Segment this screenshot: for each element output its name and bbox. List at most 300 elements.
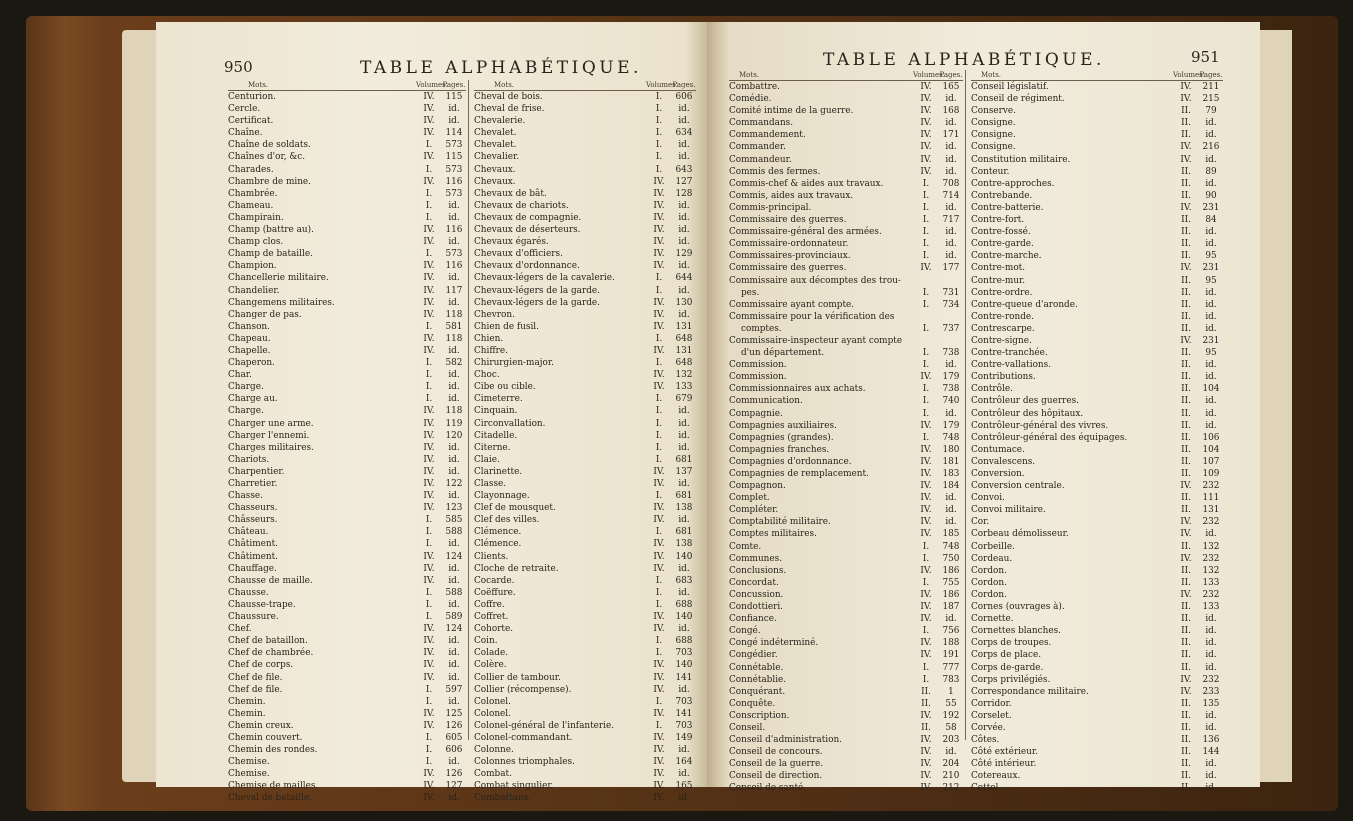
- entry-volume: II.: [1181, 275, 1191, 286]
- entry-volume: IV.: [920, 565, 932, 576]
- entry-volume: I.: [922, 577, 930, 588]
- entry-word: Chausse.: [228, 587, 269, 598]
- entry-word: Corps privilégiés.: [971, 674, 1051, 685]
- entry-page: id.: [945, 154, 957, 165]
- entry-word: Chandelier.: [228, 285, 280, 296]
- entry-page: 737: [942, 323, 960, 334]
- entry-volume: I.: [655, 418, 663, 429]
- index-entry: [228, 212, 466, 224]
- entry-word: Convalescens.: [971, 456, 1036, 467]
- index-entry: [228, 563, 466, 575]
- entry-volume: I.: [922, 553, 930, 564]
- index-entry: [228, 188, 466, 200]
- entry-volume: I.: [922, 215, 930, 226]
- column-divider: [965, 70, 966, 740]
- index-entry: [971, 93, 1223, 105]
- index-entry: [474, 333, 696, 345]
- index-entry: [729, 359, 963, 371]
- entry-page: 125: [445, 708, 463, 719]
- entry-word: Chemin.: [228, 708, 266, 719]
- entry-volume: IV.: [653, 684, 665, 695]
- index-entry: [228, 357, 466, 369]
- entry-page: id.: [448, 648, 460, 659]
- entry-word: Contributions.: [971, 372, 1036, 383]
- entry-volume: I.: [425, 394, 433, 405]
- entry-page: 717: [942, 215, 960, 226]
- entry-word: Conseil législatif.: [971, 82, 1049, 92]
- entry-page: id.: [1205, 239, 1217, 250]
- entry-volume: I.: [655, 333, 663, 344]
- entry-volume: IV.: [423, 92, 435, 102]
- index-entry: [474, 285, 696, 297]
- entry-word: Clarinette.: [474, 466, 523, 477]
- entry-volume: I.: [922, 626, 930, 637]
- column-header: Mots. Volumes. Pages.: [248, 81, 466, 89]
- entry-page: 777: [942, 662, 960, 673]
- entry-word: Choc.: [474, 370, 500, 381]
- entry-page: 186: [942, 565, 960, 576]
- entry-volume: I.: [922, 360, 930, 371]
- entry-word: Châtiment.: [228, 539, 278, 550]
- index-column: [971, 68, 1223, 795]
- entry-word: Contrôleur-général des vivres.: [971, 420, 1109, 431]
- entry-volume: IV.: [653, 237, 665, 248]
- index-entry: [228, 599, 466, 611]
- index-entry: [474, 466, 696, 478]
- entry-page: id.: [448, 757, 460, 768]
- entry-word: Char.: [228, 370, 252, 381]
- entry-page: 606: [675, 92, 693, 102]
- entry-page: id.: [678, 563, 690, 574]
- entry-word: Cloche de retraite.: [474, 563, 559, 574]
- index-entry: [228, 333, 466, 345]
- entry-word: Champ (battre au).: [228, 225, 314, 236]
- entry-volume: II.: [1181, 190, 1191, 201]
- index-entry: [474, 151, 696, 163]
- entry-page: id.: [1205, 311, 1217, 322]
- entry-page: 111: [1202, 493, 1220, 504]
- index-entry: [474, 405, 696, 417]
- entry-page: id.: [448, 491, 460, 502]
- entry-page: id.: [678, 225, 690, 236]
- entry-page: 179: [942, 420, 960, 431]
- entry-word: Commandeur.: [729, 154, 792, 165]
- entry-page: 126: [445, 769, 463, 780]
- entry-page: 648: [675, 333, 693, 344]
- entry-page: id.: [945, 166, 957, 177]
- entry-volume: IV.: [920, 130, 932, 141]
- entry-word: Commissaire des guerres.: [729, 263, 847, 274]
- entry-word: Corps de-garde.: [971, 662, 1044, 673]
- entry-page: 740: [942, 396, 960, 407]
- entry-volume: II.: [1181, 178, 1191, 189]
- entry-volume: I.: [655, 140, 663, 151]
- entry-volume: IV.: [653, 793, 665, 804]
- index-entry: [474, 478, 696, 490]
- entry-word: Chaîne de soldats.: [228, 140, 311, 151]
- entry-volume: IV.: [920, 493, 932, 504]
- index-entry: [729, 154, 963, 166]
- index-entry: [971, 347, 1223, 359]
- entry-word: Changer de pas.: [228, 309, 302, 320]
- entry-page: 582: [445, 358, 463, 369]
- entry-page: 118: [445, 309, 463, 320]
- entry-page: id.: [678, 104, 690, 115]
- entry-page: 187: [942, 602, 960, 613]
- entry-page: id.: [945, 118, 957, 129]
- entry-word: Conteur.: [971, 166, 1010, 177]
- entry-volume: II.: [1181, 541, 1191, 552]
- entry-volume: IV.: [1180, 529, 1192, 540]
- entry-word: Claie.: [474, 454, 500, 465]
- index-entry: [228, 672, 466, 684]
- index-entry: [729, 383, 963, 395]
- entry-word: Chasse.: [228, 491, 263, 502]
- index-entry: [729, 214, 963, 226]
- entry-volume: I.: [425, 358, 433, 369]
- entry-page: 127: [445, 781, 463, 792]
- entry-page: id.: [448, 696, 460, 707]
- entry-page: 120: [445, 430, 463, 441]
- entry-word: Cimeterre.: [474, 394, 523, 405]
- entry-word: Conscription.: [729, 710, 790, 721]
- index-entry: [474, 732, 696, 744]
- entry-volume: I.: [655, 636, 663, 647]
- index-entry: [971, 589, 1223, 601]
- index-entry: [474, 260, 696, 272]
- entry-page: id.: [678, 406, 690, 417]
- entry-page: 734: [942, 299, 960, 310]
- entry-volume: IV.: [653, 612, 665, 623]
- entry-volume: I.: [922, 251, 930, 262]
- index-entry: [729, 456, 963, 468]
- entry-volume: II.: [1181, 106, 1191, 117]
- entry-word: Colonel-général de l'infanterie.: [474, 720, 615, 731]
- entry-volume: I.: [425, 599, 433, 610]
- entry-word: Corvée.: [971, 722, 1006, 733]
- entry-page: 738: [942, 384, 960, 395]
- index-entry: [729, 371, 963, 383]
- entry-word: Commissionnaires aux achats.: [729, 384, 866, 395]
- entry-volume: II.: [921, 698, 931, 709]
- entry-word: Cornettes blanches.: [971, 626, 1061, 637]
- entry-word: Contumace.: [971, 444, 1025, 455]
- entry-page: id.: [1205, 287, 1217, 298]
- entry-word: Contre-signe.: [971, 335, 1032, 346]
- index-entry: [729, 577, 963, 589]
- index-entry: [474, 164, 696, 176]
- entry-page: 232: [1202, 553, 1220, 564]
- entry-volume: I.: [922, 287, 930, 298]
- entry-volume: IV.: [1180, 335, 1192, 346]
- entry-page: 132: [1202, 565, 1220, 576]
- entry-volume: IV.: [920, 759, 932, 770]
- index-entry: [729, 93, 963, 105]
- index-entry: [228, 514, 466, 526]
- entry-volume: IV.: [1180, 142, 1192, 153]
- entry-page: id.: [1205, 130, 1217, 141]
- entry-page: 116: [445, 225, 463, 236]
- entry-page: id.: [945, 505, 957, 516]
- entry-word: Cor.: [971, 517, 990, 528]
- entry-page: 118: [445, 406, 463, 417]
- entry-page: id.: [678, 418, 690, 429]
- entry-page: 180: [942, 444, 960, 455]
- entry-page: 179: [942, 372, 960, 383]
- index-entry: [228, 708, 466, 720]
- entry-word: Chevalet.: [474, 140, 517, 151]
- entry-word: Chausse de maille.: [228, 575, 313, 586]
- entry-word: Cotereaux.: [971, 771, 1021, 782]
- entry-volume: II.: [1181, 130, 1191, 141]
- entry-volume: IV.: [920, 469, 932, 479]
- entry-volume: IV.: [423, 575, 435, 586]
- entry-page: 140: [675, 551, 693, 562]
- entry-volume: I.: [655, 394, 663, 405]
- entry-volume: I.: [655, 152, 663, 163]
- index-entry: [228, 756, 466, 768]
- index-entry: [729, 613, 963, 625]
- entry-volume: I.: [425, 370, 433, 381]
- entry-word: Chevaux de déserteurs.: [474, 225, 581, 236]
- entry-page: 679: [675, 394, 693, 405]
- entry-page: 605: [445, 732, 463, 743]
- index-entry: [228, 151, 466, 163]
- entry-word: Combat singulier.: [474, 781, 554, 792]
- entry-word: Charges militaires.: [228, 442, 314, 453]
- entry-word: Chevaux.: [474, 176, 516, 187]
- entry-volume: II.: [1181, 239, 1191, 250]
- entry-page: 192: [942, 710, 960, 721]
- entry-page: 681: [675, 454, 693, 465]
- entry-word: Convoi militaire.: [971, 505, 1046, 516]
- entry-page: id.: [448, 563, 460, 574]
- entry-word: Charge au.: [228, 394, 278, 405]
- entry-volume: IV.: [1180, 202, 1192, 213]
- entry-volume: II.: [1181, 722, 1191, 733]
- entry-volume: IV.: [920, 735, 932, 746]
- entry-page: id.: [1205, 638, 1217, 649]
- entry-word: Commandement.: [729, 130, 806, 141]
- entry-word: Citadelle.: [474, 430, 518, 441]
- entry-word: Champ clos.: [228, 237, 284, 248]
- entry-page: id.: [448, 575, 460, 586]
- index-entry: [474, 272, 696, 284]
- index-entry: [474, 381, 696, 393]
- entry-word: Côté extérieur.: [971, 747, 1038, 758]
- entry-word: Chevalet.: [474, 128, 517, 139]
- entry-page: 140: [675, 660, 693, 671]
- index-entry: [971, 250, 1223, 262]
- entry-volume: II.: [1181, 493, 1191, 504]
- entry-page: 185: [942, 529, 960, 540]
- entry-page: 117: [445, 285, 463, 296]
- index-entry: [474, 188, 696, 200]
- index-entry: [474, 575, 696, 587]
- entry-page: 210: [942, 771, 960, 782]
- entry-volume: IV.: [423, 491, 435, 502]
- entry-volume: IV.: [423, 442, 435, 453]
- entry-volume: IV.: [423, 636, 435, 647]
- entry-page: id.: [448, 454, 460, 465]
- entry-page: 129: [675, 249, 693, 260]
- entry-word: Contre-mot.: [971, 263, 1026, 274]
- index-entry: [474, 212, 696, 224]
- entry-word: Comptes militaires.: [729, 529, 817, 540]
- entry-word: Combattre.: [729, 82, 780, 92]
- entry-volume: I.: [922, 408, 930, 419]
- entry-word: Clémence.: [474, 539, 522, 550]
- entry-word: Coffret.: [474, 612, 509, 623]
- page-title: TABLE ALPHABÉTIQUE.: [360, 58, 642, 78]
- entry-word: Collier de tambour.: [474, 672, 561, 683]
- entry-volume: II.: [1181, 626, 1191, 637]
- entry-word: Comédie.: [729, 94, 772, 105]
- entry-word: Conseil de régiment.: [971, 94, 1065, 105]
- entry-volume: IV.: [653, 309, 665, 320]
- index-entry: [474, 708, 696, 720]
- entry-page: 131: [675, 321, 693, 332]
- entry-page: 118: [445, 333, 463, 344]
- entry-volume: IV.: [920, 263, 932, 274]
- entry-volume: IV.: [653, 660, 665, 671]
- entry-volume: IV.: [423, 648, 435, 659]
- entry-volume: II.: [1181, 166, 1191, 177]
- index-entry: [971, 758, 1223, 770]
- entry-volume: I.: [425, 140, 433, 151]
- entry-volume: IV.: [653, 539, 665, 550]
- index-entry: [474, 526, 696, 538]
- entry-page: id.: [678, 309, 690, 320]
- entry-volume: IV.: [423, 793, 435, 804]
- entry-page: id.: [448, 660, 460, 671]
- index-entry: [729, 335, 963, 347]
- index-entry: [228, 780, 466, 792]
- index-entry: [474, 623, 696, 635]
- entry-volume: I.: [922, 202, 930, 213]
- entry-page: 124: [445, 551, 463, 562]
- entry-page: 116: [445, 176, 463, 187]
- entry-page: 643: [675, 164, 693, 175]
- entry-word: Chameau.: [228, 200, 274, 211]
- entry-word: Chevron.: [474, 309, 515, 320]
- entry-page: id.: [1205, 323, 1217, 334]
- index-entry: [729, 637, 963, 649]
- entry-page: 184: [942, 481, 960, 492]
- entry-volume: IV.: [920, 420, 932, 431]
- entry-volume: II.: [1181, 614, 1191, 625]
- entry-word: Cercle.: [228, 104, 261, 115]
- index-entry: [474, 248, 696, 260]
- index-entry: [729, 674, 963, 686]
- entry-word: Chemin.: [228, 696, 266, 707]
- entry-word: Champ de bataille.: [228, 249, 313, 260]
- entry-volume: IV.: [920, 106, 932, 117]
- entry-page: 755: [942, 577, 960, 588]
- entry-word: Cheval de bataille.: [228, 793, 312, 804]
- entry-page: 104: [1202, 384, 1220, 395]
- entry-volume: IV.: [423, 551, 435, 562]
- entry-volume: I.: [425, 527, 433, 538]
- entry-word: Charretier.: [228, 479, 278, 489]
- entry-word: Conversion centrale.: [971, 481, 1065, 492]
- entry-word: Corps de place.: [971, 650, 1042, 661]
- entry-page: 95: [1205, 348, 1217, 359]
- left-page: [156, 22, 707, 804]
- entry-word: Connétable.: [729, 662, 784, 673]
- entry-word: Cordon.: [971, 565, 1007, 576]
- entry-page: 128: [675, 188, 693, 199]
- index-entry: [228, 297, 466, 309]
- entry-page: 183: [942, 469, 960, 479]
- entry-word: Comptabilité militaire.: [729, 517, 831, 528]
- entry-word: Contre-fossé.: [971, 227, 1031, 238]
- entry-volume: I.: [655, 648, 663, 659]
- entry-page: id.: [448, 273, 460, 284]
- entry-page: id.: [678, 152, 690, 163]
- entry-word: Cordon.: [971, 577, 1007, 588]
- entry-volume: IV.: [920, 638, 932, 649]
- entry-word: Chemise de mailles.: [228, 781, 319, 792]
- entry-word: Citerne.: [474, 442, 511, 453]
- entry-volume: IV.: [423, 454, 435, 465]
- page-number: 950: [224, 58, 253, 76]
- entry-page: id.: [1205, 420, 1217, 431]
- entry-volume: I.: [425, 188, 433, 199]
- entry-word: Clémence.: [474, 527, 522, 538]
- entry-word: Consigne.: [971, 142, 1016, 153]
- entry-page: id.: [1205, 227, 1217, 238]
- entry-word: Cocarde.: [474, 575, 515, 586]
- entry-volume: I.: [655, 575, 663, 586]
- entry-volume: IV.: [920, 444, 932, 455]
- entry-volume: II.: [1181, 360, 1191, 371]
- entry-volume: IV.: [653, 769, 665, 780]
- index-entry: [729, 565, 963, 577]
- entry-volume: I.: [922, 541, 930, 552]
- index-entry: [228, 623, 466, 635]
- entry-word: Commissaire-inspecteur ayant compte: [729, 335, 903, 346]
- entry-word: Compagnon.: [729, 481, 786, 492]
- entry-word: Coffre.: [474, 599, 505, 610]
- entry-word: Contre-mur.: [971, 275, 1026, 286]
- entry-volume: IV.: [920, 372, 932, 383]
- entry-word: Chiffre.: [474, 345, 508, 356]
- entry-volume: IV.: [920, 602, 932, 613]
- entry-page: [939, 311, 963, 323]
- entry-volume: II.: [1181, 323, 1191, 334]
- index-entry: [228, 442, 466, 454]
- index-entry: [228, 454, 466, 466]
- entry-page: 132: [1202, 541, 1220, 552]
- entry-volume: II.: [1181, 650, 1191, 661]
- index-entry: [971, 105, 1223, 117]
- entry-word: Conquête.: [729, 698, 776, 709]
- entry-volume: IV.: [423, 333, 435, 344]
- entry-page: id.: [945, 202, 957, 213]
- entry-page: id.: [448, 442, 460, 453]
- index-entry: [729, 553, 963, 565]
- entry-word: Chemise.: [228, 757, 270, 768]
- index-entry: [971, 710, 1223, 722]
- entry-word: Corridor.: [971, 698, 1012, 709]
- entry-page: id.: [448, 599, 460, 610]
- entry-page: 232: [1202, 589, 1220, 600]
- right-page: [707, 22, 1260, 794]
- entry-page: 126: [445, 720, 463, 731]
- entry-word: Charge.: [228, 382, 264, 393]
- entry-page: id.: [1205, 650, 1217, 661]
